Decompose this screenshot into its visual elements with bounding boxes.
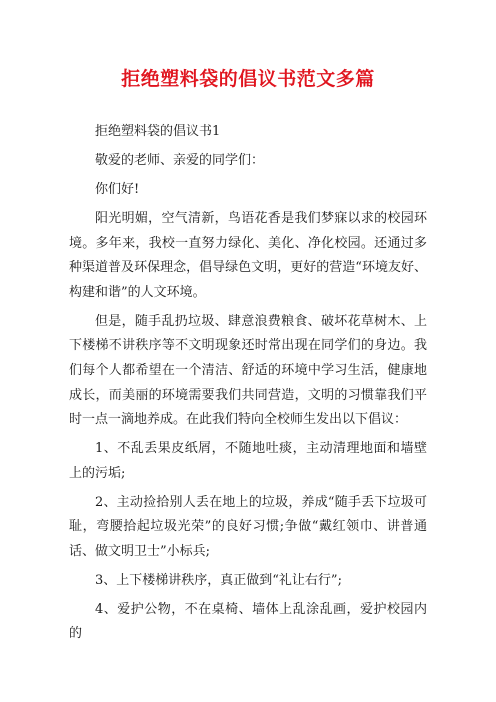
document-body <box>69 120 427 651</box>
document-title: 拒绝塑料袋的倡议书范文多篇 <box>121 68 375 90</box>
salutation-paragraph: 敬爱的老师、亲爱的同学们： <box>95 152 265 168</box>
proposal-item-2: 2、主动捡拾别人丢在地上的垃圾，养成“随手丢下垃圾可耻，弯腰拾起垃圾光荣”的良好习惯;争做“戴红领巾、讲普通话、做文明卫士”小标兵; <box>69 494 427 559</box>
greeting-paragraph: 你们好! <box>95 181 140 197</box>
subtitle-paragraph: 拒绝塑料袋的倡议书1 <box>95 124 221 139</box>
proposal-item-3: 3、上下楼梯讲秩序，真正做到“礼让右行”; <box>95 572 342 588</box>
proposal-item-1: 1、不乱丢果皮纸屑，不随地吐痰，主动清理地面和墙壁上的污垢; <box>69 441 427 481</box>
body-paragraph: 阳光明媚，空气清新，鸟语花香是我们梦寐以求的校园环境。多年来，我校一直努力绿化、美化、净化校园。还通过多种渠道普及环保理念，倡导绿色文明，更好的营造“环境友好、构建和谐”的人文环境。 <box>69 210 427 300</box>
proposal-item-4: 4、爱护公物，不在桌椅、墙体上乱涂乱画，爱护校园内的 <box>69 601 427 642</box>
body-paragraph: 但是，随手乱扔垃圾、肆意浪费粮食、破坏花草树木、上下楼梯不讲秩序等不文明现象还时常出现在同学们的身边。我们每个人都希望在一个清洁、舒适的环境中学习生活，健康地成长，而美丽的环境需要我们共同营造，文明的习惯靠我们平时一点一滴地养成。在此我们特向全校师生发出以下倡议： <box>69 313 427 428</box>
